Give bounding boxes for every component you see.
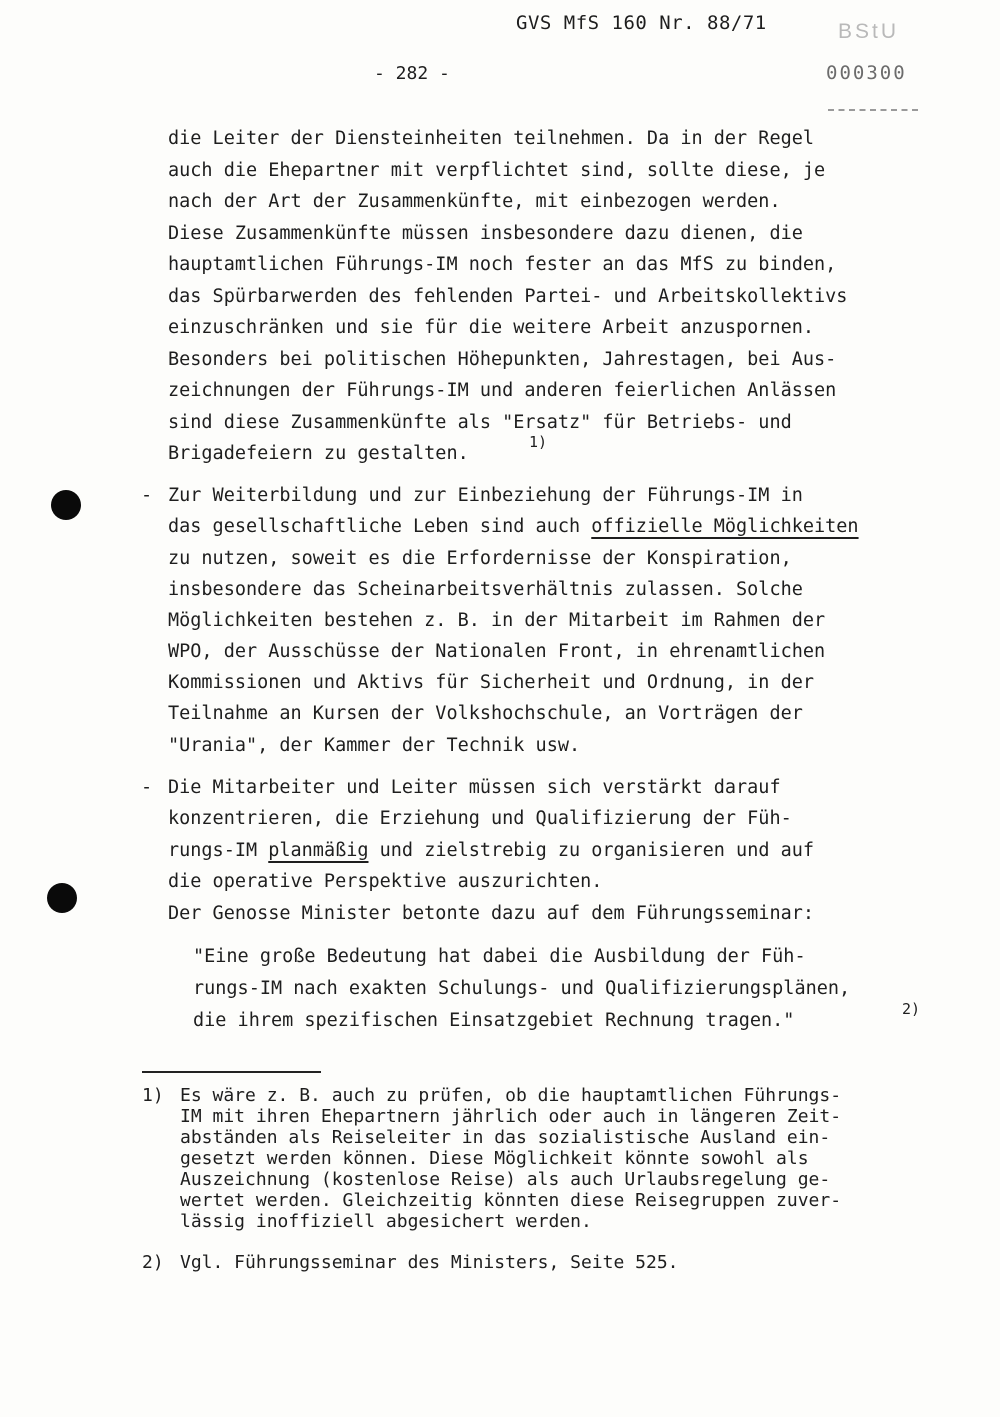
- paragraph-line: Die Mitarbeiter und Leiter müssen sich verstärkt darauf: [168, 777, 781, 798]
- footnote-ref-1: 1): [529, 433, 548, 451]
- paragraph-line: konzentrieren, die Erziehung und Qualifizierung der Füh-: [168, 808, 792, 829]
- footnote-line: Es wäre z. B. auch zu prüfen, ob die hauptamtlichen Führungs-: [180, 1085, 842, 1106]
- bullet-dash: -: [141, 485, 153, 506]
- quote-line: die ihrem spezifischen Einsatzgebiet Rechnung tragen.": [193, 1010, 795, 1031]
- footnote-number: 2): [142, 1252, 164, 1273]
- paragraph-line: Der Genosse Minister betonte dazu auf dem Führungsseminar:: [168, 903, 815, 924]
- footnote-line: wertet werden. Gleichzeitig könnten diese Reisegruppen zuver-: [180, 1190, 842, 1211]
- page-number: - 282 -: [374, 63, 450, 84]
- paragraph-line: nach der Art der Zusammenkünfte, mit einbezogen werden.: [168, 191, 781, 212]
- paragraph-text: das gesellschaftliche Leben sind auch: [168, 516, 592, 537]
- paragraph-line: zu nutzen, soweit es die Erfordernisse der Konspiration,: [168, 548, 792, 569]
- quote-line: "Eine große Bedeutung hat dabei die Ausbildung der Füh-: [193, 946, 806, 967]
- archive-stamp-label: BStU: [838, 20, 900, 43]
- stamp-divider: [828, 109, 918, 111]
- paragraph-line: [168, 513, 859, 541]
- paragraph-line: insbesondere das Scheinarbeitsverhältnis zulassen. Solche: [168, 579, 803, 600]
- footnote-line: IM mit ihren Ehepartnern jährlich oder auch in längeren Zeit-: [180, 1106, 842, 1127]
- paragraph-text: und zielstrebig zu organisieren und auf: [368, 840, 815, 861]
- paragraph-line: Kommissionen und Aktivs für Sicherheit und Ordnung, in der: [168, 672, 815, 693]
- document-reference: GVS MfS 160 Nr. 88/71: [516, 12, 767, 34]
- paragraph-line: hauptamtlichen Führungs-IM noch fester an das MfS zu binden,: [168, 254, 837, 275]
- archive-stamp-number: 000300: [826, 62, 907, 84]
- footnote-divider: [142, 1071, 321, 1073]
- paragraph-line: das Spürbarwerden des fehlenden Partei- und Arbeitskollektivs: [168, 286, 848, 307]
- paragraph-line: [168, 837, 814, 865]
- paragraph-line: die operative Perspektive auszurichten.: [168, 871, 603, 892]
- footnote-number: 1): [142, 1085, 164, 1106]
- quote-line: rungs-IM nach exakten Schulungs- und Qualifizierungsplänen,: [193, 978, 851, 999]
- punch-hole: [47, 883, 77, 913]
- paragraph-line: auch die Ehepartner mit verpflichtet sind, sollte diese, je: [168, 160, 826, 181]
- paragraph-line: WPO, der Ausschüsse der Nationalen Front, in ehrenamtlichen: [168, 641, 826, 662]
- paragraph-line: Zur Weiterbildung und zur Einbeziehung der Führungs-IM in: [168, 485, 803, 506]
- paragraph-text: rungs-IM: [168, 840, 269, 861]
- paragraph-line: Möglichkeiten bestehen z. B. in der Mitarbeit im Rahmen der: [168, 610, 826, 631]
- footnote-line: Auszeichnung (kostenlose Reise) als auch Urlaubsregelung ge-: [180, 1169, 831, 1190]
- paragraph-line: Diese Zusammenkünfte müssen insbesondere dazu dienen, die: [168, 223, 803, 244]
- footnote-line: abständen als Reiseleiter in das sozialistische Ausland ein-: [180, 1127, 831, 1148]
- footnote-ref-2: 2): [902, 1000, 921, 1018]
- footnote-line: lässig inoffiziell abgesichert werden.: [180, 1211, 592, 1232]
- paragraph-line: Besonders bei politischen Höhepunkten, Jahrestagen, bei Aus-: [168, 349, 837, 370]
- paragraph-line: "Urania", der Kammer der Technik usw.: [168, 735, 581, 756]
- bullet-dash: -: [141, 777, 153, 798]
- paragraph-line: Brigadefeiern zu gestalten.: [168, 443, 469, 464]
- footnote-line: gesetzt werden können. Diese Möglichkeit könnte sowohl als: [180, 1148, 809, 1169]
- footnote-line: Vgl. Führungsseminar des Ministers, Seite 525.: [180, 1252, 679, 1273]
- paragraph-line: sind diese Zusammenkünfte als "Ersatz" für Betriebs- und: [168, 412, 792, 433]
- paragraph-line: Teilnahme an Kursen der Volkshochschule, an Vorträgen der: [168, 703, 803, 724]
- paragraph-line: die Leiter der Diensteinheiten teilnehmen. Da in der Regel: [168, 128, 815, 149]
- underlined-phrase: offizielle Möglichkeiten: [591, 516, 859, 537]
- underlined-phrase: planmäßig: [268, 840, 369, 861]
- paragraph-line: zeichnungen der Führungs-IM und anderen feierlichen Anlässen: [168, 380, 837, 401]
- paragraph-line: einzuschränken und sie für die weitere Arbeit anzuspornen.: [168, 317, 815, 338]
- punch-hole: [51, 490, 81, 520]
